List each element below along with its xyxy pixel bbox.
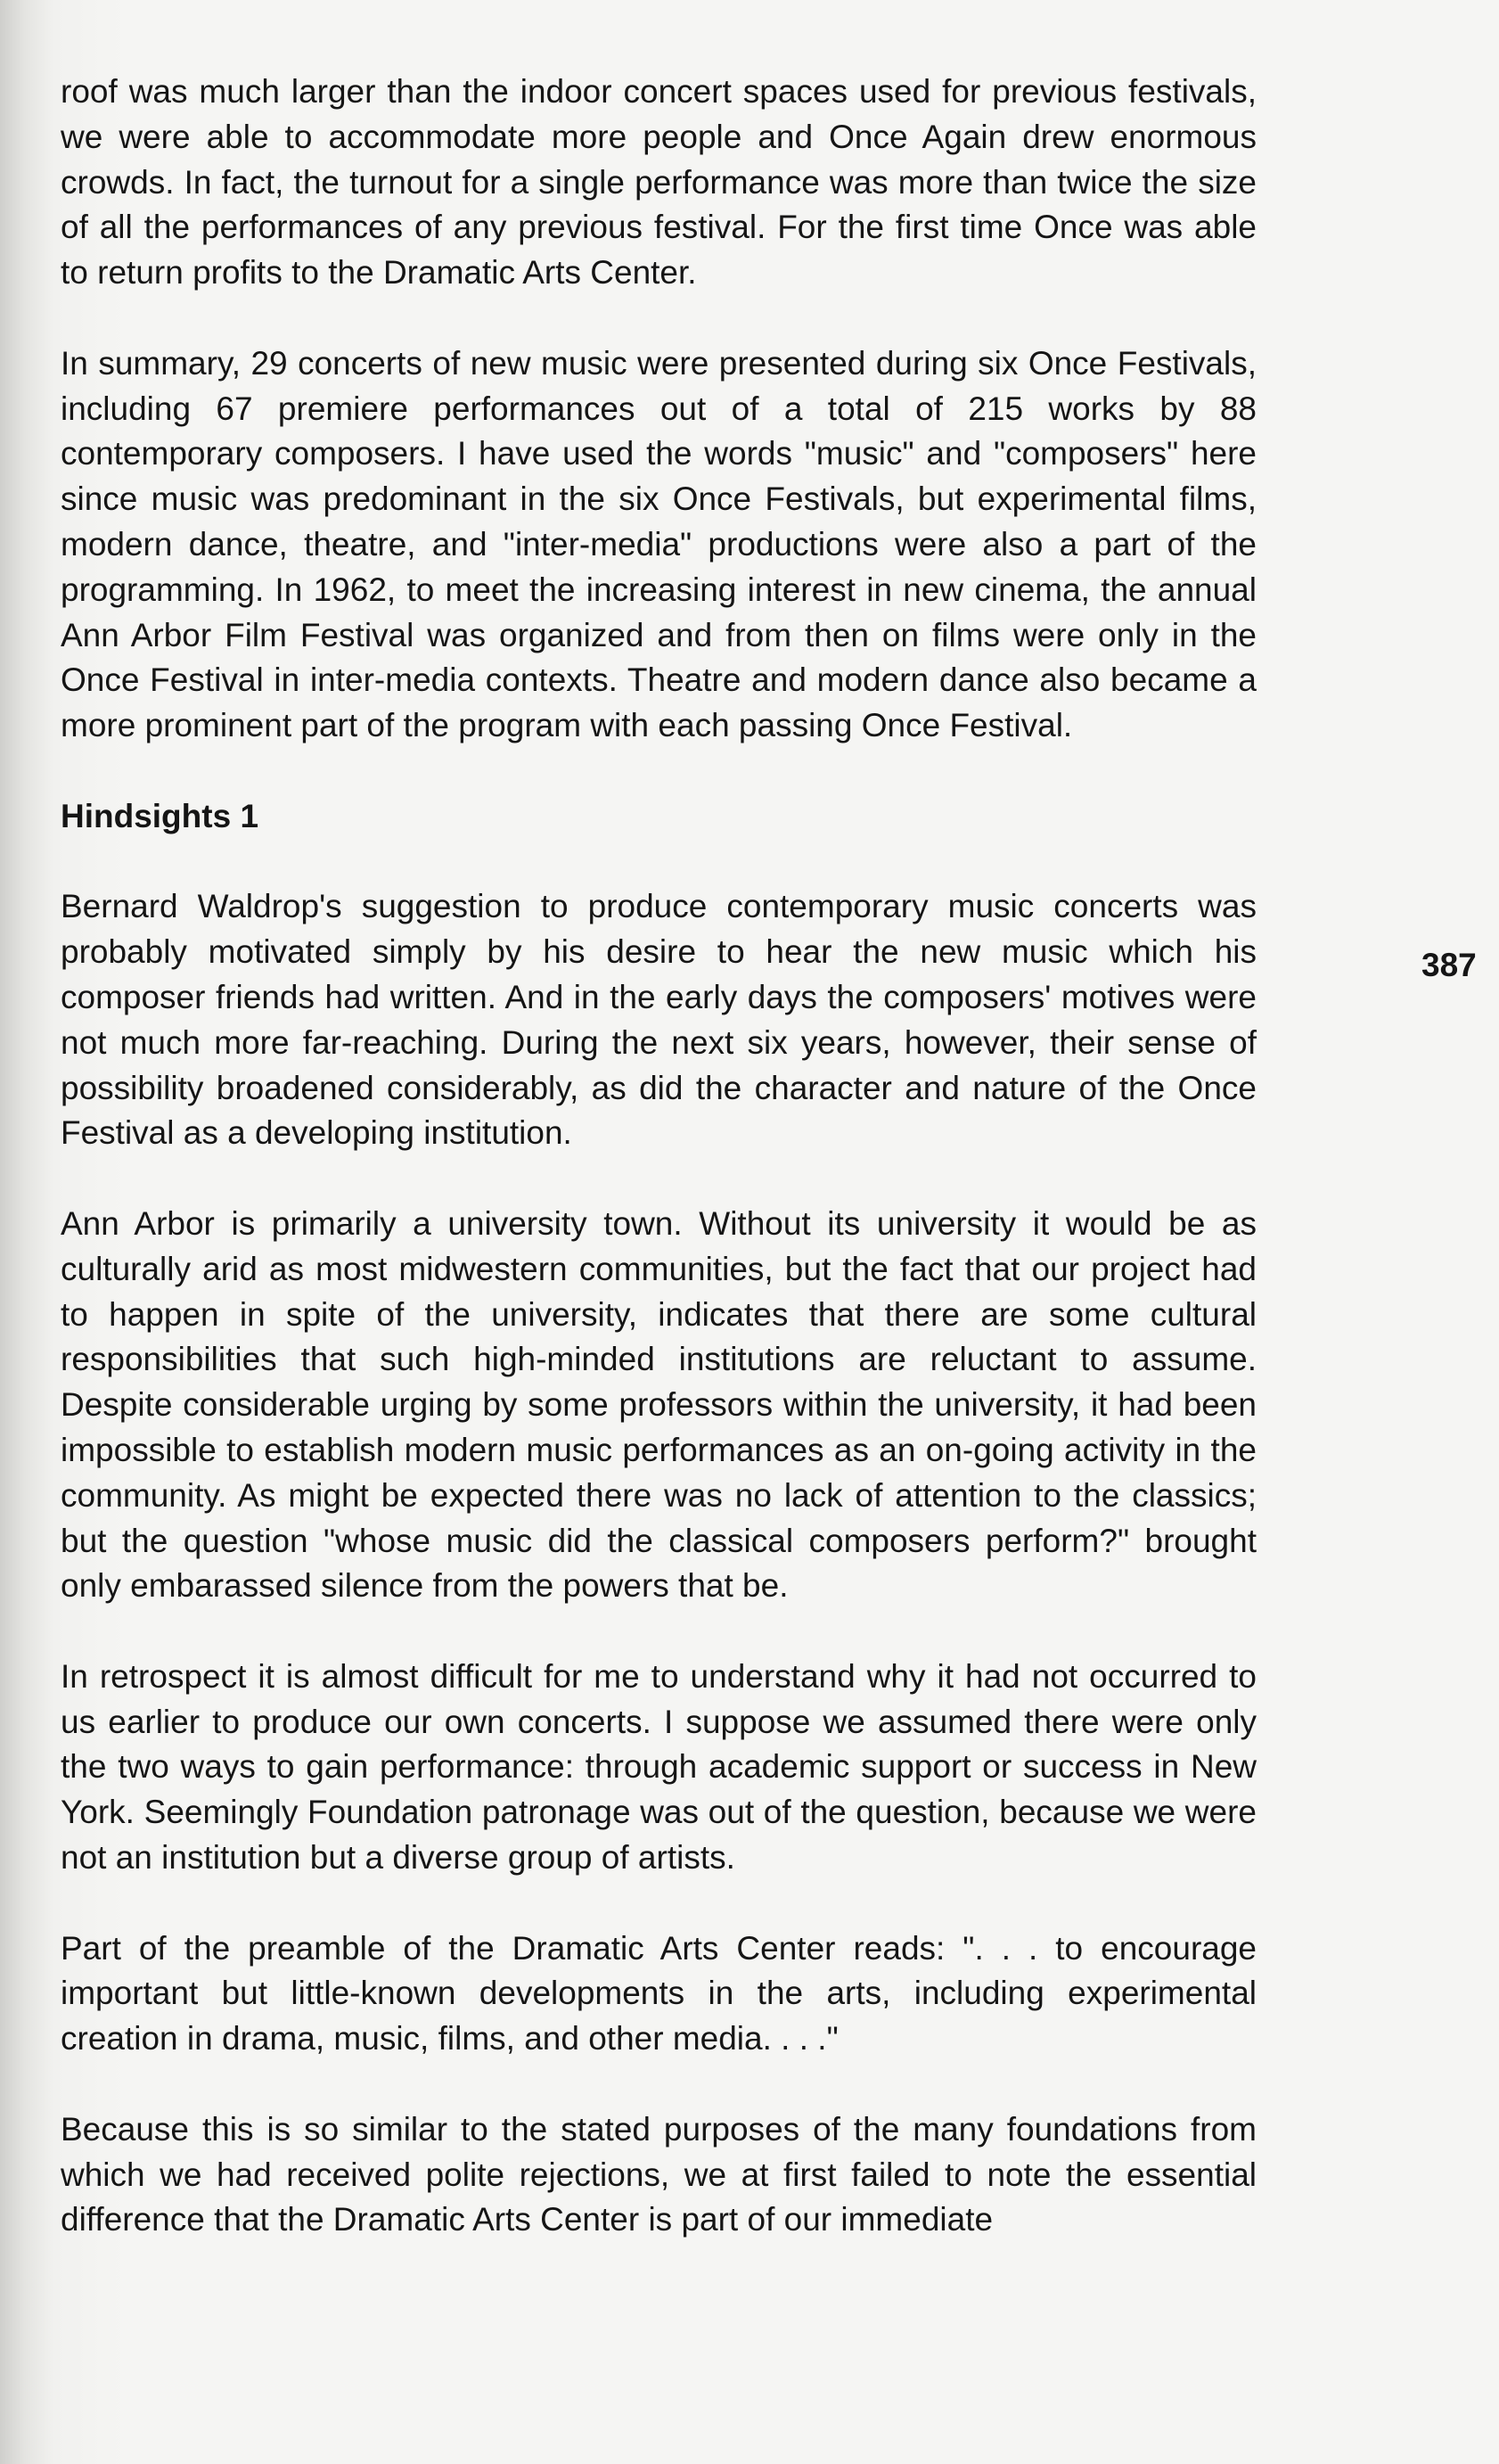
paragraph-foundations: Because this is so similar to the stated purposes of the many foundations from which we had received polite rejections, we at first failed to note the essential difference that the Dramatic Arts Center is part of our immediate <box>61 2110 1257 2238</box>
section-heading: Hindsights 1 <box>61 797 259 834</box>
paragraph-preamble: Part of the preamble of the Dramatic Arts Center reads: ". . . to encourage important but little-known developments in the arts, including experimental creation in drama, music, films, and other media. . . ." <box>61 1929 1257 2057</box>
paragraph-ann-arbor: Ann Arbor is primarily a university town. Without its university it would be as culturally arid as most midwestern communities, but the fact that our project had to happen in spite of the university, indicates that there are some cultural responsibilities that such high-minded institutions are reluctant to assume. Despite considerable urging by some professors within the university, it had been impossible to establish modern music performances as an on-going activity in the community. As might be expected there was no lack of attention to the classics; but the question "whose music did the classical composers perform?" brought only embarassed silence from the powers that be. <box>61 1204 1257 1605</box>
page-number: 387 <box>1421 947 1477 983</box>
paragraph-retrospect: In retrospect it is almost difficult for me to understand why it had not occurred to us earlier to produce our own concerts. I suppose we assumed there were only the two ways to gain performance: through academic support or success in New York. Seemingly Foundation patronage was out of the question, because we were not an institution but a diverse group of artists. <box>61 1657 1257 1877</box>
paragraph-once-again: roof was much larger than the indoor concert spaces used for previous festivals, we were able to accommodate more people and Once Again drew enormous crowds. In fact, the turnout for a single performance was more than twice the size of all the performances of any previous festival. For the first time Once was able to return profits to the Dramatic Arts Center. <box>61 73 1257 292</box>
paragraph-waldrop: Bernard Waldrop's suggestion to produce contemporary music concerts was probably motivated simply by his desire to hear the new music which his composer friends had written. And in the early days the composers' motives were not much more far-reaching. During the next six years, however, their sense of possibility broadened considerably, as did the character and nature of the Once Festival as a developing institution. <box>61 888 1257 1152</box>
text-column <box>61 70 1257 2288</box>
paragraph-summary: In summary, 29 concerts of new music were presented during six Once Festivals, including 67 premiere performances out of a total of 215 works by 88 contemporary composers. I have used the words "music" and "composers" here since music was predominant in the six Once Festivals, but experimental films, modern dance, theatre, and "inter-media" productions were also a part of the programming. In 1962, to meet the increasing interest in new cinema, the annual Ann Arbor Film Festival was organized and from then on films were only in the Once Festival in inter-media contexts. Theatre and modern dance also became a more prominent part of the program with each passing Once Festival. <box>61 344 1257 744</box>
